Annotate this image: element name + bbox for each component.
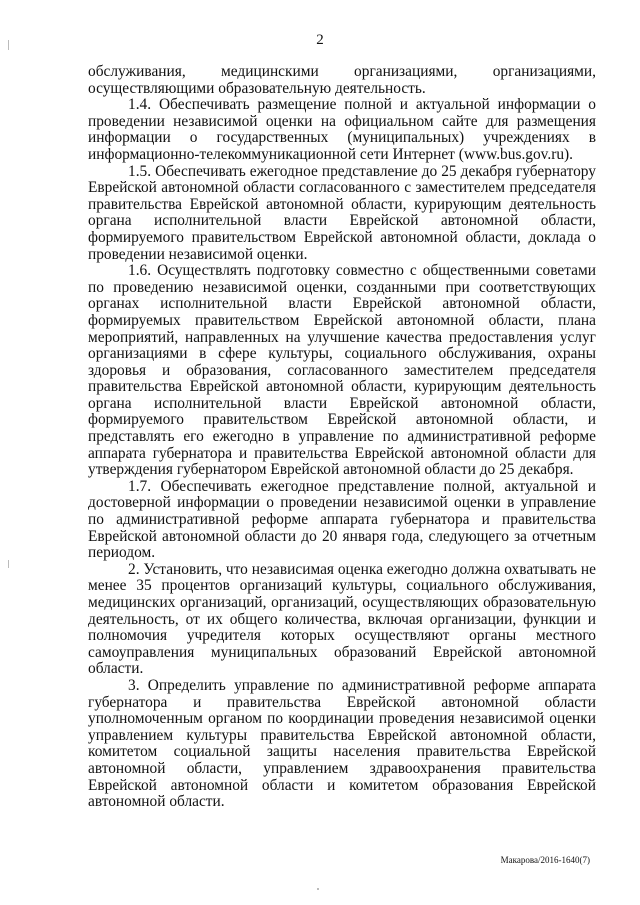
scan-margin-mark: [8, 40, 9, 50]
scan-bottom-mark: [317, 888, 319, 890]
document-reference: Макарова/2016-1640(7): [500, 855, 590, 865]
paragraph-item-3: 3. Определить управление по административной реформе аппарата губернатора и правительства Еврейской автономной области уполномоченным органом по координации проведения независимой оценки управлением культуры правительства Еврейской автономной области, комитетом социальной защиты населения правительства Еврейской автономной области, управлением здравоохранения правительства Еврейской автономной области и комитетом образования Еврейской автономной области.: [88, 676, 596, 811]
paragraph-item-1-6: 1.6. Осуществлять подготовку совместно с общественными советами по проведению независимой оценки, созданными при соответствующих органах исполнительной власти Еврейской автономной области, формируемых правительством Еврейской автономной области, плана мероприятий, направленных на улучшение качества предоставления услуг организациями в сфере культуры, социального обслуживания, охраны здоровья и образования, согласованного заместителем председателя правительства Еврейской автономной области, курирующим деятельность органа исполнительной власти Еврейской автономной области, формируемого правительством Еврейской автономной области, и представлять его ежегодно в управление по административной реформе аппарата губернатора и правительства Еврейской автономной области для утверждения губернатором Еврейской автономной области до 25 декабря.: [88, 262, 596, 479]
scan-margin-mark: [8, 560, 9, 568]
document-body: [88, 64, 596, 811]
paragraph-item-1-4: 1.4. Обеспечивать размещение полной и актуальной информации о проведении независимой оценки на официальном сайте для размещения информации о государственных (муниципальных) учреждениях в информационно-телекоммуникационной сети Интернет (www.bus.gov.ru).: [88, 96, 596, 163]
paragraph-continuation: обслуживания, медицинскими организациями, организациями, осуществляющими образовательную деятельность.: [88, 63, 596, 97]
paragraph-item-1-5: 1.5. Обеспечивать ежегодное представление до 25 декабря губернатору Еврейской автономной области согласованного с заместителем председателя правительства Еврейской автономной области, курирующим деятельность органа исполнительной власти Еврейской автономной области, формируемого правительством Еврейской автономной области, доклада о проведении независимой оценки.: [88, 162, 596, 263]
page-number: 2: [316, 32, 324, 48]
paragraph-item-2: 2. Установить, что независимая оценка ежегодно должна охватывать не менее 35 процентов организаций культуры, социального обслуживания, медицинских организаций, организаций, осуществляющих образовательную деятельность, от их общего количества, включая организации, функции и полномочия учредителя которых осуществляют органы местного самоуправления муниципальных образований Еврейской автономной области.: [88, 560, 596, 678]
paragraph-item-1-7: 1.7. Обеспечивать ежегодное представление полной, актуальной и достоверной информации о проведении независимой оценки в управление по административной реформе аппарата губернатора и правительства Еврейской автономной области до 20 января года, следующего за отчетным периодом.: [88, 477, 596, 562]
